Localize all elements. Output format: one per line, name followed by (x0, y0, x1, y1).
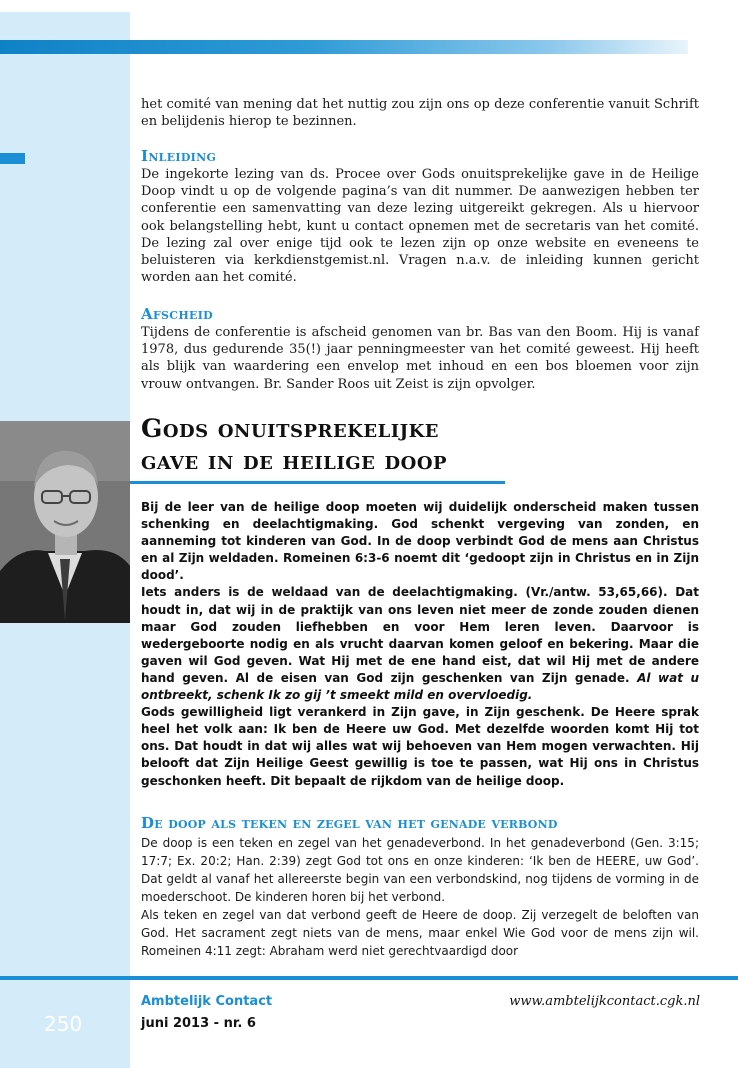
lead-paragraph-3: Gods gewilligheid ligt verankerd in Zijn gave, in Zijn geschenk. De Heere sprak heel het volk aan: Ik ben de Heere uw God. Met dezelfde woorden komt Hij tot ons. Dat houdt in dat wij alles wat wij behoeven van Hem mogen verwachten. Hij belooft dat Zijn Heilige Geest gewillig is toe te passen, wat Hij ons in Christus geschonken heeft. Dit bepaalt de rijkdom van de heilige doop. (141, 705, 699, 788)
article-lead (141, 499, 699, 790)
afscheid-heading: Afscheid (141, 305, 214, 323)
lead-paragraph-2-text: Iets anders is de weldaad van de deelachtigmaking. (Vr./antw. 53,65,66). Dat houdt in, dat wij in de praktijk van ons leven niet meer de zonde zouden dienen maar God zouden liefhebben en voor Hem leren leven. Daarvoor is wedergeboorte nodig en als vrucht daarvan komen geloof en bekering. Maar die gaven wil God geven. Wat Hij met de ene hand eist, dat wil Hij met de andere hand geven. Al de eisen van God zijn geschenken van Zijn genade. (141, 585, 699, 685)
issue-label: juni 2013 - nr. 6 (141, 1016, 256, 1031)
article-title (141, 413, 447, 477)
article-title-line-1: Gods onuitsprekelijke (141, 414, 440, 443)
lead-paragraph-1: Bij de leer van de heilige doop moeten wij duidelijk onderscheid maken tussen schenking en deelachtigmaking. God schenkt vergeving van zonden, en aanneming tot kinderen van God. In de doop verbindt God de mens aan Christus en al Zijn weldaden. Romeinen 6:3-6 noemt dit ‘gedoopt zijn in Christus en in Zijn dood’. (141, 500, 699, 583)
body-paragraph-2: Als teken en zegel van dat verbond geeft de Heere de doop. Zij verzegelt de beloften van God. Het sacrament zegt niets van de mens, maar enkel Wie God voor de mens zijn wil. Romeinen 4:11 zegt: Abraham werd niet gerechtvaardigd door (141, 908, 699, 958)
magazine-name: Ambtelijk Contact (141, 994, 273, 1009)
footer-rule (0, 976, 738, 980)
afscheid-paragraph: Tijdens de conferentie is afscheid genomen van br. Bas van den Boom. Hij is vanaf 1978, dus gedurende 35(!) jaar penningmeester van het comité geweest. Hij heeft als blijk van waardering een envelop met inhoud en een bos bloemen voor zijn vrouw ontvangen. Br. Sander Roos uit Zeist is zijn opvolger. (141, 325, 699, 392)
intro-paragraph: het comité van mening dat het nuttig zou zijn ons op deze conferentie vanuit Schrift en belijdenis hierop te bezinnen. (141, 97, 699, 130)
section-body (141, 834, 699, 960)
side-marker (0, 153, 25, 164)
lead-paragraph-2 (141, 584, 699, 704)
header-gradient-bar (0, 40, 688, 54)
section-heading-doop: De doop als teken en zegel van het genade verbond (141, 814, 558, 832)
sidebar-top-gap (0, 0, 130, 12)
body-paragraph-1: De doop is een teken en zegel van het genadeverbond. In het genadeverbond (Gen. 3:15; 17:7; Ex. 20:2; Han. 2:39) zegt God tot ons en onze kinderen: ‘Ik ben de HEERE, uw God’. Dat geldt al vanaf het allereerste begin van een verbondskind, nog tijdens de vorming in de moederschoot. De kinderen horen bij het verbond. (141, 836, 699, 904)
article-title-line-2: gave in de heilige doop (141, 446, 448, 475)
website-url: www.ambtelijkcontact.cgk.nl (509, 994, 700, 1009)
portrait-illustration (0, 421, 130, 623)
title-underline (130, 481, 505, 484)
inleiding-heading: Inleiding (141, 147, 217, 165)
page-number: 250 (44, 1012, 83, 1036)
inleiding-paragraph: De ingekorte lezing van ds. Procee over Gods onuitsprekelijke gave in de Heilige Doop vindt u op de volgende pagina’s van dit nummer. De aanwezigen hebben ter conferentie een samenvatting van deze lezing uitgereikt gekregen. Als u hiervoor ook belangstelling hebt, kunt u contact opnemen met de secretaris van het comité. De lezing zal over enige tijd ook te lezen zijn op onze website en eveneens te beluisteren via kerkdienstgemist.nl. Vragen n.a.v. de inleiding kunnen gericht worden aan het comité. (141, 167, 699, 286)
author-photo (0, 421, 130, 623)
lead-quote: Al wat u ontbreekt, schenk Ik zo gij ’t smeekt mild en overvloedig. (141, 670, 700, 703)
